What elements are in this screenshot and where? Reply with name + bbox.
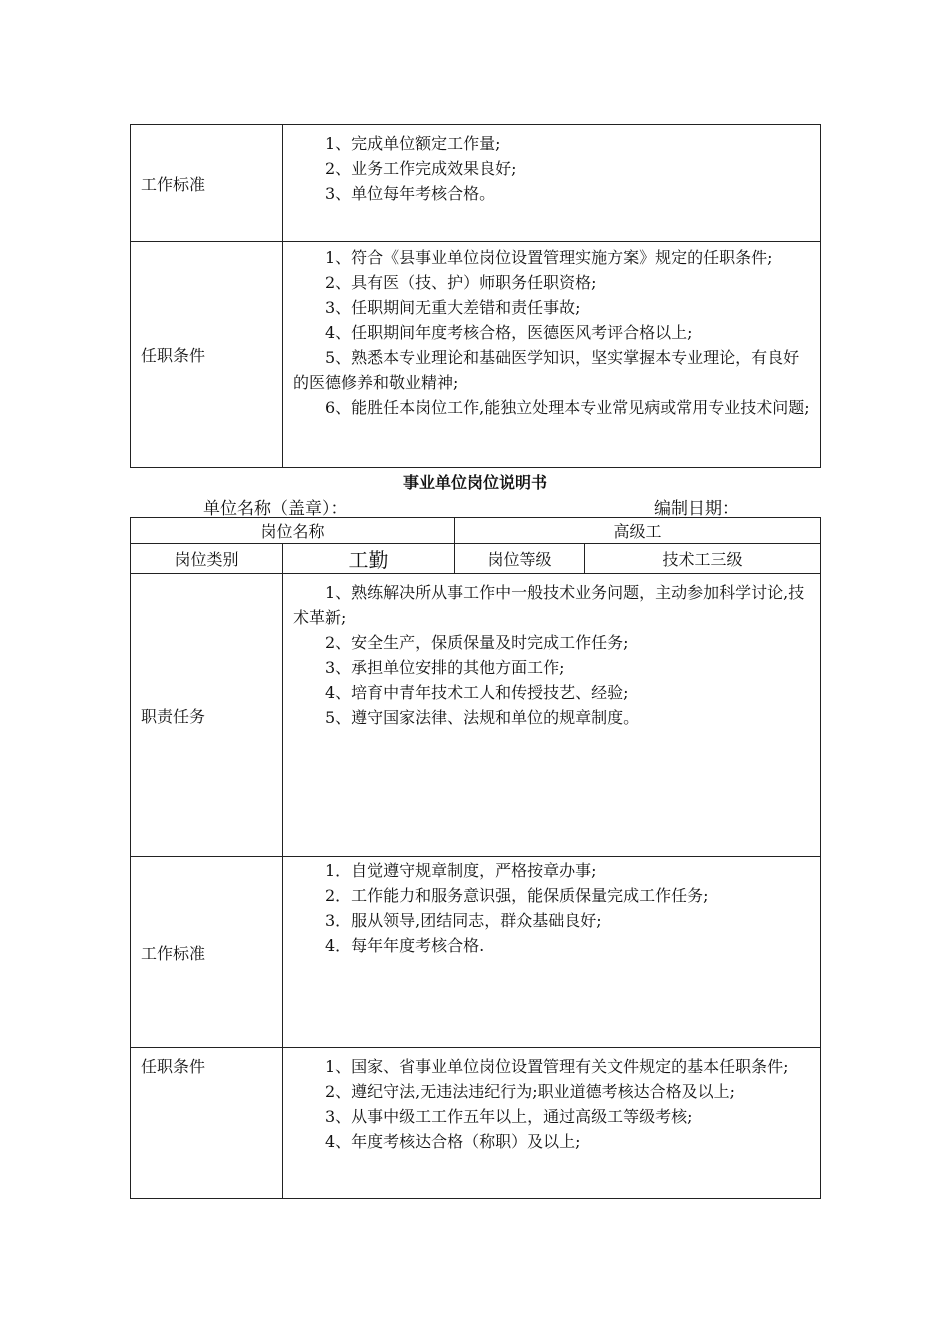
table-row xyxy=(131,857,821,1048)
duties-content xyxy=(283,574,821,857)
table-row xyxy=(131,242,821,468)
list-item: 5、遵守国家法律、法规和单位的规章制度。 xyxy=(325,708,640,727)
list-item: 2、遵纪守法,无违法违纪行为;职业道德考核达合格及以上; xyxy=(325,1082,736,1101)
table-row xyxy=(131,544,821,574)
standards-label: 工作标准 xyxy=(131,125,283,242)
requirements-content xyxy=(283,1048,821,1199)
standards-content xyxy=(283,857,821,1048)
unit-name-label: 单位名称（盖章）： xyxy=(203,499,348,519)
list-item: 4、年度考核达合格（称职）及以上; xyxy=(325,1132,581,1151)
list-item: 1、熟练解决所从事工作中一般技术业务问题，主动参加科学讨论,技术革新; xyxy=(293,583,805,627)
table-row xyxy=(131,1048,821,1199)
standards-label: 工作标准 xyxy=(131,857,283,1048)
list-item: 1．自觉遵守规章制度，严格按章办事; xyxy=(325,861,597,880)
list-item: 3、任职期间无重大差错和责任事故; xyxy=(325,298,581,317)
requirements-content xyxy=(283,242,821,468)
grade-label: 岗位等级 xyxy=(455,544,585,574)
document-title: 事业单位岗位说明书 xyxy=(402,473,547,492)
table-row xyxy=(131,574,821,857)
post-description-table xyxy=(130,517,821,1199)
continued-table xyxy=(130,124,821,468)
category-value: 工勤 xyxy=(283,544,455,574)
list-item: 1、符合《县事业单位岗位设置管理实施方案》规定的任职条件; xyxy=(325,248,773,267)
list-item: 2、安全生产，保质保量及时完成工作任务; xyxy=(325,633,629,652)
list-item: 5、熟悉本专业理论和基础医学知识，坚实掌握本专业理论，有良好的医德修养和敬业精神; xyxy=(293,348,800,392)
list-item: 4、培育中青年技术工人和传授技艺、经验; xyxy=(325,683,629,702)
standards-content xyxy=(283,125,821,242)
table-row xyxy=(131,125,821,242)
list-item: 3、从事中级工工作五年以上，通过高级工等级考核; xyxy=(325,1107,693,1126)
list-item: 2．工作能力和服务意识强，能保质保量完成工作任务; xyxy=(325,886,709,905)
grade-value: 技术工三级 xyxy=(585,544,821,574)
requirements-label: 任职条件 xyxy=(131,1048,283,1199)
date-label: 编制日期： xyxy=(654,499,739,519)
table-row xyxy=(131,518,821,544)
list-item: 3、承担单位安排的其他方面工作; xyxy=(325,658,565,677)
list-item: 1、国家、省事业单位岗位设置管理有关文件规定的基本任职条件; xyxy=(325,1057,789,1076)
list-item: 3．服从领导,团结同志，群众基础良好; xyxy=(325,911,602,930)
requirements-label: 任职条件 xyxy=(131,242,283,468)
post-name-label: 岗位名称 xyxy=(131,518,455,544)
list-item: 6、能胜任本岗位工作,能独立处理本专业常见病或常用专业技术问题; xyxy=(325,398,810,417)
post-name-value: 高级工 xyxy=(455,518,821,544)
list-item: 3、单位每年考核合格。 xyxy=(325,184,496,203)
list-item: 2、具有医（技、护）师职务任职资格; xyxy=(325,273,597,292)
list-item: 4．每年年度考核合格. xyxy=(325,936,485,955)
list-item: 1、完成单位额定工作量; xyxy=(325,134,501,153)
category-label: 岗位类别 xyxy=(131,544,283,574)
duties-label: 职责任务 xyxy=(131,574,283,857)
list-item: 4、任职期间年度考核合格，医德医风考评合格以上; xyxy=(325,323,693,342)
list-item: 2、业务工作完成效果良好; xyxy=(325,159,517,178)
